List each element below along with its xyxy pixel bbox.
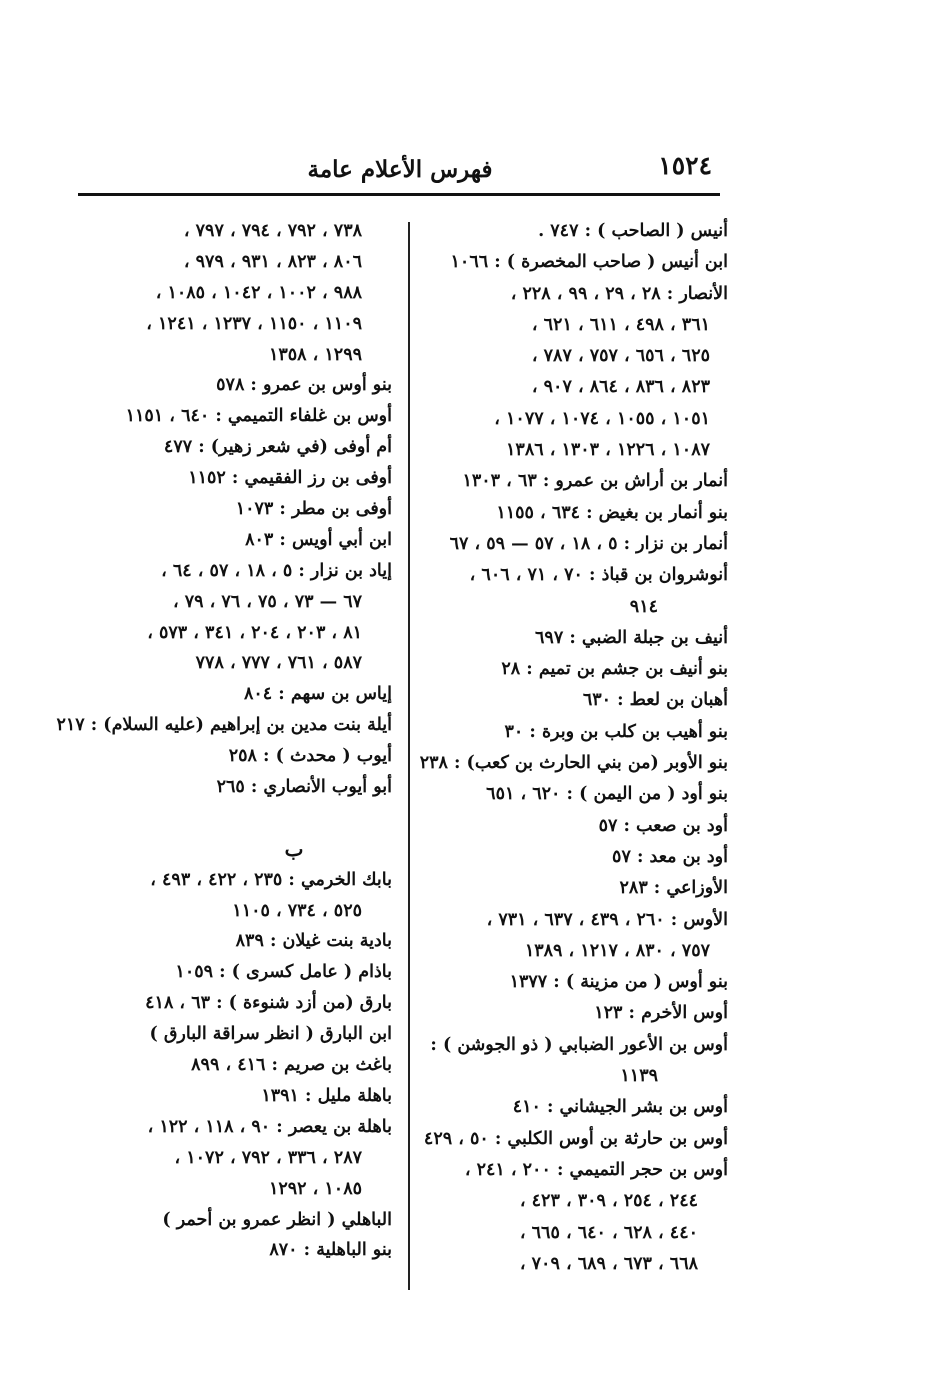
- index-entry: الأنصار : ٢٨ ، ٢٩ ، ٩٩ ، ٢٢٨ ،: [510, 283, 728, 304]
- index-entry-continuation: ٩٨٨ ، ١٠٠٢ ، ١٠٤٢ ، ١٠٨٥ ،: [155, 282, 362, 303]
- index-entry: بابك الخرمي : ٢٣٥ ، ٤٢٢ ، ٤٩٣ ،: [150, 869, 392, 890]
- index-entry-continuation: ١٠٨٧ ، ١٢٢٦ ، ١٣٠٣ ، ١٣٨٦: [506, 440, 710, 461]
- index-entry-continuation: ٩١٤: [629, 596, 658, 617]
- index-entry: ابن أبي أويس : ٨٠٣: [245, 529, 392, 550]
- index-entry: بنو الأوبر (من بني الحارث بن كعب) : ٢٣٨: [419, 753, 728, 774]
- index-entry: أوس بن حارثة بن أوس الكلبي : ٥٠ ، ٤٢٩: [423, 1128, 728, 1149]
- index-entry: أنيس ( الصاحب ) : ٧٤٧ .: [538, 221, 728, 241]
- index-entry-continuation: ٦٦٨ ، ٦٧٣ ، ٦٨٩ ، ٧٠٩ ،: [519, 1253, 698, 1274]
- index-entry-continuation: ١٠٨٥ ، ١٢٩٢: [268, 1178, 362, 1199]
- index-entry: أوس الأخرم : ١٢٣: [594, 1003, 728, 1024]
- index-entry-continuation: ٨٢٣ ، ٨٣٦ ، ٨٦٤ ، ٩٠٧ ،: [531, 377, 710, 398]
- index-entry: الأوس : ٢٦٠ ، ٤٣٩ ، ٦٣٧ ، ٧٣١ ،: [486, 909, 728, 930]
- index-entry: بنو الباهلية : ٨٧٠: [269, 1240, 392, 1261]
- index-entry-continuation: ١٢٩٩ ، ١٣٥٨: [268, 344, 362, 365]
- index-entry-continuation: ٧٥٧ ، ٨٣٠ ، ١٢١٧ ، ١٣٨٩: [524, 940, 710, 961]
- index-entry: بنو أنيف بن جشم بن تميم : ٢٨: [501, 659, 728, 680]
- index-entry-continuation: ١١٠٩ ، ١١٥٠ ، ١٢٣٧ ، ١٢٤١ ،: [146, 313, 362, 334]
- page-number: ١٥٢٤: [658, 151, 712, 180]
- index-entry: بادية بنت غيلان : ٨٣٩: [235, 931, 392, 952]
- index-entry: باغث بن صريم : ٤١٦ ، ٨٩٩: [191, 1055, 392, 1076]
- index-entry-continuation: ٦٧ — ٧٣ ، ٧٥ ، ٧٦ ، ٧٩ ،: [172, 591, 362, 612]
- index-entry: أنيف بن جبلة الضبي : ٦٩٧: [535, 627, 728, 648]
- index-entry: باذام ( عامل كسرى ) : ١٠٥٩: [175, 962, 392, 983]
- section-letter-heading: ب: [284, 836, 304, 861]
- index-entry: بنو أود ( من اليمن ) : ٦٢٠ ، ٦٥١: [486, 784, 728, 805]
- index-entry-continuation: ٥٨٧ ، ٧٦١ ، ٧٧٧ ، ٧٧٨: [195, 653, 362, 674]
- index-entry: أيلة بنت مدين بن إبراهيم (عليه السلام) : ٢١٧: [56, 715, 392, 736]
- index-entry: إياد بن نزار : ٥ ، ١٨ ، ٥٧ ، ٦٤ ،: [161, 560, 392, 581]
- index-entry: أنوشروان بن قباذ : ٧٠ ، ٧١ ، ٦٠٦ ،: [469, 565, 728, 586]
- index-entry: الأوزاعي : ٢٨٣: [619, 878, 728, 899]
- index-entry: أود بن صعب : ٥٧: [598, 815, 728, 836]
- header-divider: [78, 193, 720, 196]
- index-column-right: [419, 216, 728, 1280]
- index-entry-continuation: ٢٤٤ ، ٢٥٤ ، ٣٠٩ ، ٤٢٣ ،: [519, 1191, 698, 1212]
- index-entry: أوس بن الأعور الضبابي ( ذو الجوشن ) :: [430, 1034, 728, 1055]
- index-entry: أنمار بن أراش بن عمرو : ٦٣ ، ١٣٠٣: [462, 471, 728, 492]
- index-entry: بنو أوس ( من مزينة ) : ١٣٧٧: [509, 972, 728, 993]
- index-entry-continuation: ٥٢٥ ، ٧٣٤ ، ١١٠٥: [232, 900, 362, 921]
- index-entry-continuation: ٨١ ، ٢٠٣ ، ٢٠٤ ، ٣٤١ ، ٥٧٣ ،: [147, 622, 362, 643]
- index-entry-continuation: ٨٠٦ ، ٨٢٣ ، ٩٣١ ، ٩٧٩ ،: [183, 251, 362, 272]
- index-entry: باهلة مليل : ١٣٩١: [261, 1085, 392, 1106]
- column-divider: [408, 222, 410, 1290]
- index-entry: إياس بن سهم : ٨٠٤: [243, 684, 392, 705]
- index-entry: أم أوفى (في شعر زهير) : ٤٧٧: [163, 437, 392, 458]
- index-entry: أود بن معد : ٥٧: [612, 846, 728, 867]
- index-entry-continuation: ٣٦١ ، ٤٩٨ ، ٦١١ ، ٦٢١ ،: [531, 314, 710, 335]
- index-column-left: [56, 216, 392, 1266]
- section-spacer: [76, 803, 392, 834]
- index-entry-continuation: ٢٨٧ ، ٣٣٦ ، ٧٩٢ ، ١٠٧٢ ،: [174, 1147, 362, 1168]
- index-entry-continuation: ١٠٥١ ، ١٠٥٥ ، ١٠٧٤ ، ١٠٧٧ ،: [494, 408, 710, 429]
- index-entry: أوفى بن رز الفقيمي : ١١٥٢: [188, 468, 392, 489]
- index-entry-continuation: ٤٤٠ ، ٦٢٨ ، ٦٤٠ ، ٦٦٥ ،: [519, 1222, 698, 1243]
- index-entry: أوس بن غلفاء التميمي : ٦٤٠ ، ١١٥١: [125, 406, 392, 427]
- index-entry-continuation: ٦٢٥ ، ٦٥٦ ، ٧٥٧ ، ٧٨٧ ،: [531, 346, 710, 367]
- index-entry: بنو أنمار بن بغيض : ٦٣٤ ، ١١٥٥: [496, 502, 728, 523]
- index-entry: أوس بن بشر الجيشاني : ٤١٠: [512, 1097, 728, 1118]
- index-entry: أوفى بن مطر : ١٠٧٣: [235, 499, 392, 520]
- index-entry: ابن أنيس ( صاحب المخصرة ) : ١٠٦٦: [450, 252, 728, 273]
- index-entry-continuation: ١١٣٩: [620, 1066, 658, 1087]
- index-entry: أهبان بن لعط : ٦٣٠: [582, 690, 728, 711]
- index-entry: بنو أوس بن عمرو : ٥٧٨: [216, 375, 392, 396]
- index-entry: بنو أهيب بن كلب بن وبرة : ٣٠: [504, 721, 728, 742]
- index-entry: باهلة بن يعصر : ٩٠ ، ١١٨ ، ١٢٢ ،: [147, 1116, 392, 1137]
- index-entry: بارق (من أزد شنوءة ) : ٦٣ ، ٤١٨: [145, 993, 392, 1014]
- index-entry: أوس بن حجر التميمي : ٢٠٠ ، ٢٤١ ،: [464, 1159, 728, 1180]
- page-title: فهرس الأعلام عامة: [307, 156, 493, 183]
- index-entry-continuation: ٧٣٨ ، ٧٩٢ ، ٧٩٤ ، ٧٩٧ ،: [183, 221, 362, 241]
- index-entry: الباهلي ( انظر عمرو بن أحمر ): [162, 1209, 392, 1230]
- index-entry: أبو أيوب الأنصاري : ٢٦٥: [216, 777, 392, 798]
- index-entry: ابن البارق ( انظر سراقة البارق ): [149, 1024, 392, 1045]
- index-entry: أيوب ( محدث ) : ٢٥٨: [228, 746, 392, 767]
- index-entry: أنمار بن نزار : ٥ ، ١٨ ، ٥٧ — ٥٩ ، ٦٧: [449, 533, 728, 554]
